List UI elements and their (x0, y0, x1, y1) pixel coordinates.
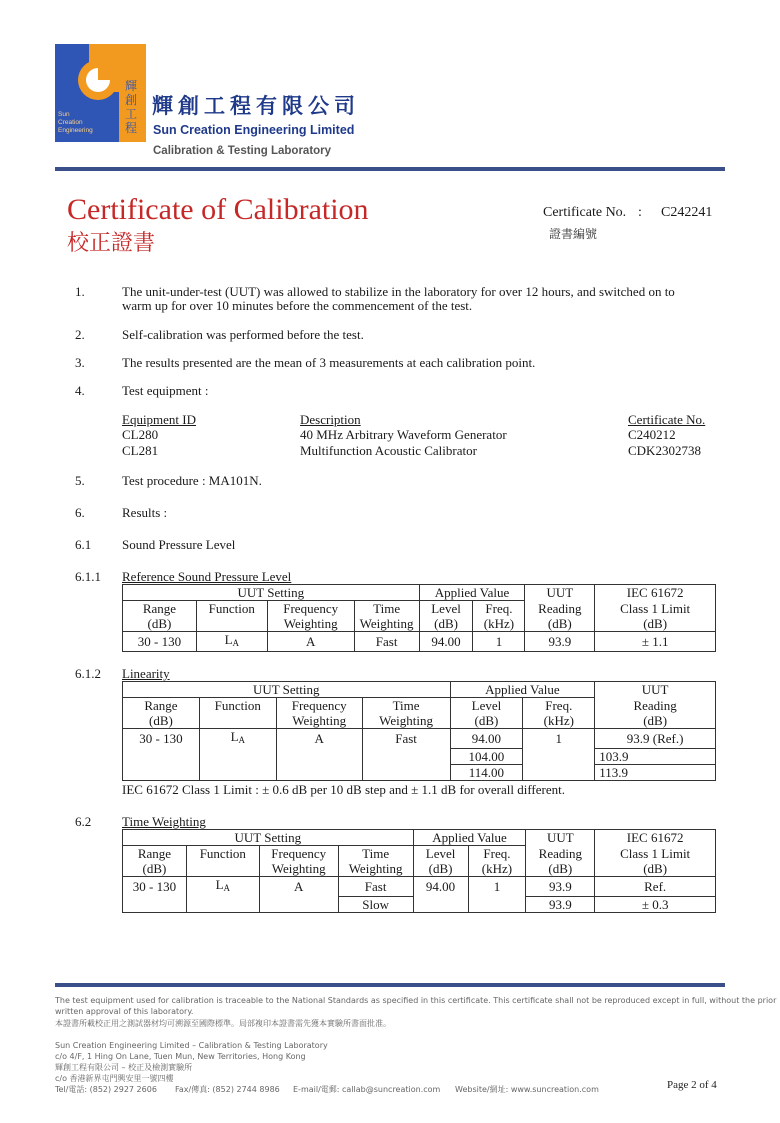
logo-text-engineering: Engineering (58, 127, 93, 134)
company-name-chinese: 輝創工程有限公司 (152, 94, 360, 118)
applied-value-header: Applied Value (450, 682, 595, 698)
certificate-number-label: Certificate No. (543, 205, 627, 220)
function-subscript: A (232, 638, 240, 648)
time-header: Time (338, 846, 413, 862)
range-unit: (dB) (123, 861, 187, 877)
logo-text-creation: Creation (58, 119, 83, 126)
range-cell-blank (123, 896, 187, 912)
item-2-text: Self-calibration was performed before the test. (122, 327, 364, 342)
equipment-row-1-certificate: C240212 (628, 427, 676, 442)
class-limit-header: Class 1 Limit (595, 846, 716, 862)
freq-unit: (kHz) (468, 861, 526, 877)
item-1-line-1: The unit-under-test (UUT) was allowed to stabilize in the laboratory for over 12 hours, and switched on to (122, 284, 675, 299)
item-6-number: 6. (75, 505, 85, 520)
frequency-weighting-label: Weighting (276, 713, 362, 729)
company-logo (55, 44, 146, 142)
reading-value: 93.9 (525, 632, 595, 652)
uut-setting-header: UUT Setting (123, 585, 420, 601)
reading-value: 93.9 (526, 896, 595, 912)
frequency-weighting-label: Weighting (267, 616, 354, 632)
reading-unit: (dB) (595, 713, 716, 729)
page-number: Page 2 of 4 (667, 1079, 717, 1091)
time-weighting-value: Fast (354, 632, 419, 652)
fax: Fax/傳真: (852) 2744 8986 (175, 1085, 280, 1094)
item-5-number: 5. (75, 473, 85, 488)
item-3-text: The results presented are the mean of 3 measurements at each calibration point. (122, 355, 536, 370)
reading-value: 93.9 (526, 877, 595, 897)
function-letter: L (230, 729, 239, 744)
website: Website/網址: www.suncreation.com (455, 1085, 599, 1094)
limit-value: ± 0.3 (595, 896, 716, 912)
uut-setting-header: UUT Setting (123, 830, 414, 846)
frequency-cell-blank (276, 764, 362, 780)
certificate-title: Certificate of Calibration (67, 193, 369, 226)
equipment-row-2-id: CL281 (122, 443, 159, 458)
equipment-row-1-id: CL280 (122, 427, 159, 442)
function-cell-blank (199, 764, 276, 780)
item-2-number: 2. (75, 327, 85, 342)
freq-cell-blank (468, 896, 526, 912)
reading-unit: (dB) (526, 861, 595, 877)
time-cell-blank (362, 748, 450, 764)
item-4-text: Test equipment : (122, 383, 209, 398)
time-cell-blank (362, 764, 450, 780)
frequency-cell-blank (276, 748, 362, 764)
freq-value: 1 (473, 632, 525, 652)
function-subscript: A (223, 883, 231, 893)
item-6-2-number: 6.2 (75, 814, 92, 829)
email: E-mail/電郵: callab@suncreation.com (293, 1085, 441, 1094)
item-6-1-number: 6.1 (75, 537, 92, 552)
item-1-line-2: warm up for over 10 minutes before the commencement of the test. (122, 298, 473, 313)
function-header: Function (196, 601, 267, 617)
time-header: Time (362, 698, 450, 714)
function-header: Function (199, 698, 276, 714)
level-value: 94.00 (419, 632, 473, 652)
frequency-weighting-label: Weighting (259, 861, 338, 877)
level-value: 104.00 (450, 748, 523, 764)
applied-value-header: Applied Value (413, 830, 526, 846)
linearity-limit-note: IEC 61672 Class 1 Limit : ± 0.6 dB per 10 dB step and ± 1.1 dB for overall different. (122, 782, 565, 797)
logo-text-sun: Sun (58, 111, 70, 118)
item-6-1-2-text: Linearity (122, 666, 170, 681)
uut-setting-header: UUT Setting (123, 682, 451, 698)
applied-value-header: Applied Value (419, 585, 525, 601)
range-value: 30 - 130 (123, 729, 200, 749)
item-6-1-1-number: 6.1.1 (75, 569, 101, 584)
address-company: Sun Creation Engineering Limited – Calibration & Testing Laboratory (55, 1041, 328, 1050)
header-divider (55, 167, 725, 171)
level-header: Level (413, 846, 468, 862)
function-value (199, 729, 276, 749)
function-unit-blank (196, 616, 267, 632)
reading-value: 103.9 (595, 748, 716, 764)
uut-header: UUT (526, 830, 595, 846)
logo-char-3: 工 (125, 107, 138, 121)
freq-header: Freq. (468, 846, 526, 862)
function-unit-blank (199, 713, 276, 729)
reading-value: 93.9 (Ref.) (595, 729, 716, 749)
address-line-chinese: c/o 香港新界屯門興安里一號四樓 (55, 1074, 174, 1083)
limit-unit: (dB) (595, 616, 716, 632)
time-weighting-value: Fast (338, 877, 413, 897)
function-value (186, 877, 259, 897)
class-limit-header: Class 1 Limit (595, 601, 716, 617)
reading-unit: (dB) (525, 616, 595, 632)
certificate-number-colon: : (638, 205, 642, 220)
frequency-weighting-value: A (267, 632, 354, 652)
address-line: c/o 4/F, 1 Hing On Lane, Tuen Mun, New Territories, Hong Kong (55, 1052, 306, 1061)
function-letter: L (224, 632, 233, 647)
level-unit: (dB) (413, 861, 468, 877)
range-header: Range (123, 846, 187, 862)
function-letter: L (215, 877, 224, 892)
range-unit: (dB) (123, 616, 197, 632)
range-unit: (dB) (123, 713, 200, 729)
telephone: Tel/電話: (852) 2927 2606 (55, 1085, 157, 1094)
equipment-description-header: Description (300, 412, 361, 427)
item-6-1-1-text: Reference Sound Pressure Level (122, 569, 292, 584)
logo-char-1: 輝 (125, 79, 138, 93)
range-value: 30 - 130 (123, 632, 197, 652)
time-header: Time (354, 601, 419, 617)
certificate-title-chinese: 校正證書 (67, 231, 156, 256)
logo-char-4: 程 (125, 121, 138, 135)
item-3-number: 3. (75, 355, 85, 370)
reading-header: Reading (525, 601, 595, 617)
time-weighting-table (122, 829, 716, 913)
equipment-certificate-header: Certificate No. (628, 412, 706, 427)
time-weighting-label: Weighting (362, 713, 450, 729)
linearity-table (122, 681, 716, 781)
limit-value: Ref. (595, 877, 716, 897)
company-name-english: Sun Creation Engineering Limited (153, 123, 355, 137)
range-header: Range (123, 601, 197, 617)
freq-unit: (kHz) (523, 713, 595, 729)
range-cell-blank (123, 764, 200, 780)
traceability-statement-cont: written approval of this laboratory. (55, 1007, 194, 1016)
level-header: Level (450, 698, 523, 714)
level-unit: (dB) (419, 616, 473, 632)
level-cell-blank (413, 896, 468, 912)
frequency-weighting-value: A (259, 877, 338, 897)
equipment-id-header: Equipment ID (122, 412, 197, 427)
freq-value: 1 (523, 729, 595, 749)
range-cell-blank (123, 748, 200, 764)
certificate-number-label-chinese: 證書編號 (549, 227, 598, 241)
uut-header: UUT (525, 585, 595, 601)
item-4-number: 4. (75, 383, 85, 398)
equipment-row-2-description: Multifunction Acoustic Calibrator (300, 443, 477, 458)
level-value: 94.00 (450, 729, 523, 749)
certificate-number-value: C242241 (661, 205, 713, 220)
function-cell-blank (199, 748, 276, 764)
time-weighting-label: Weighting (354, 616, 419, 632)
item-1-number: 1. (75, 284, 85, 299)
equipment-row-2-certificate: CDK2302738 (628, 443, 701, 458)
frequency-weighting-value: A (276, 729, 362, 749)
iec-header: IEC 61672 (595, 585, 716, 601)
limit-unit: (dB) (595, 861, 716, 877)
level-value: 114.00 (450, 764, 523, 780)
item-5-text: Test procedure : MA101N. (122, 473, 262, 488)
frequency-header: Frequency (276, 698, 362, 714)
item-6-2-text: Time Weighting (122, 814, 206, 829)
function-header: Function (186, 846, 259, 862)
traceability-statement: The test equipment used for calibration is traceable to the National Standards as specified in this certificate. This certificate shall not be reproduced except in full, without the prior (55, 996, 777, 1005)
time-weighting-value: Slow (338, 896, 413, 912)
reading-header: Reading (526, 846, 595, 862)
function-unit-blank (186, 861, 259, 877)
freq-unit: (kHz) (473, 616, 525, 632)
frequency-header: Frequency (259, 846, 338, 862)
freq-cell-blank (523, 748, 595, 764)
address-company-chinese: 輝創工程有限公司 – 校正及檢測實驗所 (55, 1063, 193, 1072)
frequency-header: Frequency (267, 601, 354, 617)
frequency-cell-blank (259, 896, 338, 912)
reference-spl-table (122, 584, 716, 652)
freq-cell-blank (523, 764, 595, 780)
reading-header: Reading (595, 698, 716, 714)
freq-header: Freq. (473, 601, 525, 617)
traceability-statement-chinese: 本證書所載校正用之測試器材均可溯源至國際標準。局部複印本證書需先獲本實驗所書面批准。 (55, 1019, 391, 1028)
footer-divider (55, 983, 725, 987)
uut-header: UUT (595, 682, 716, 698)
limit-value: ± 1.1 (595, 632, 716, 652)
level-unit: (dB) (450, 713, 523, 729)
logo-graphic (55, 44, 146, 142)
freq-value: 1 (468, 877, 526, 897)
iec-header: IEC 61672 (595, 830, 716, 846)
equipment-row-1-description: 40 MHz Arbitrary Waveform Generator (300, 427, 507, 442)
time-weighting-label: Weighting (338, 861, 413, 877)
function-value (196, 632, 267, 652)
function-cell-blank (186, 896, 259, 912)
level-header: Level (419, 601, 473, 617)
item-6-1-2-number: 6.1.2 (75, 666, 101, 681)
function-subscript: A (238, 735, 246, 745)
item-6-1-text: Sound Pressure Level (122, 537, 236, 552)
range-value: 30 - 130 (123, 877, 187, 897)
level-value: 94.00 (413, 877, 468, 897)
range-header: Range (123, 698, 200, 714)
laboratory-name: Calibration & Testing Laboratory (153, 145, 332, 157)
freq-header: Freq. (523, 698, 595, 714)
reading-value: 113.9 (595, 764, 716, 780)
time-weighting-value: Fast (362, 729, 450, 749)
logo-char-2: 創 (125, 93, 138, 107)
item-6-text: Results : (122, 505, 168, 520)
